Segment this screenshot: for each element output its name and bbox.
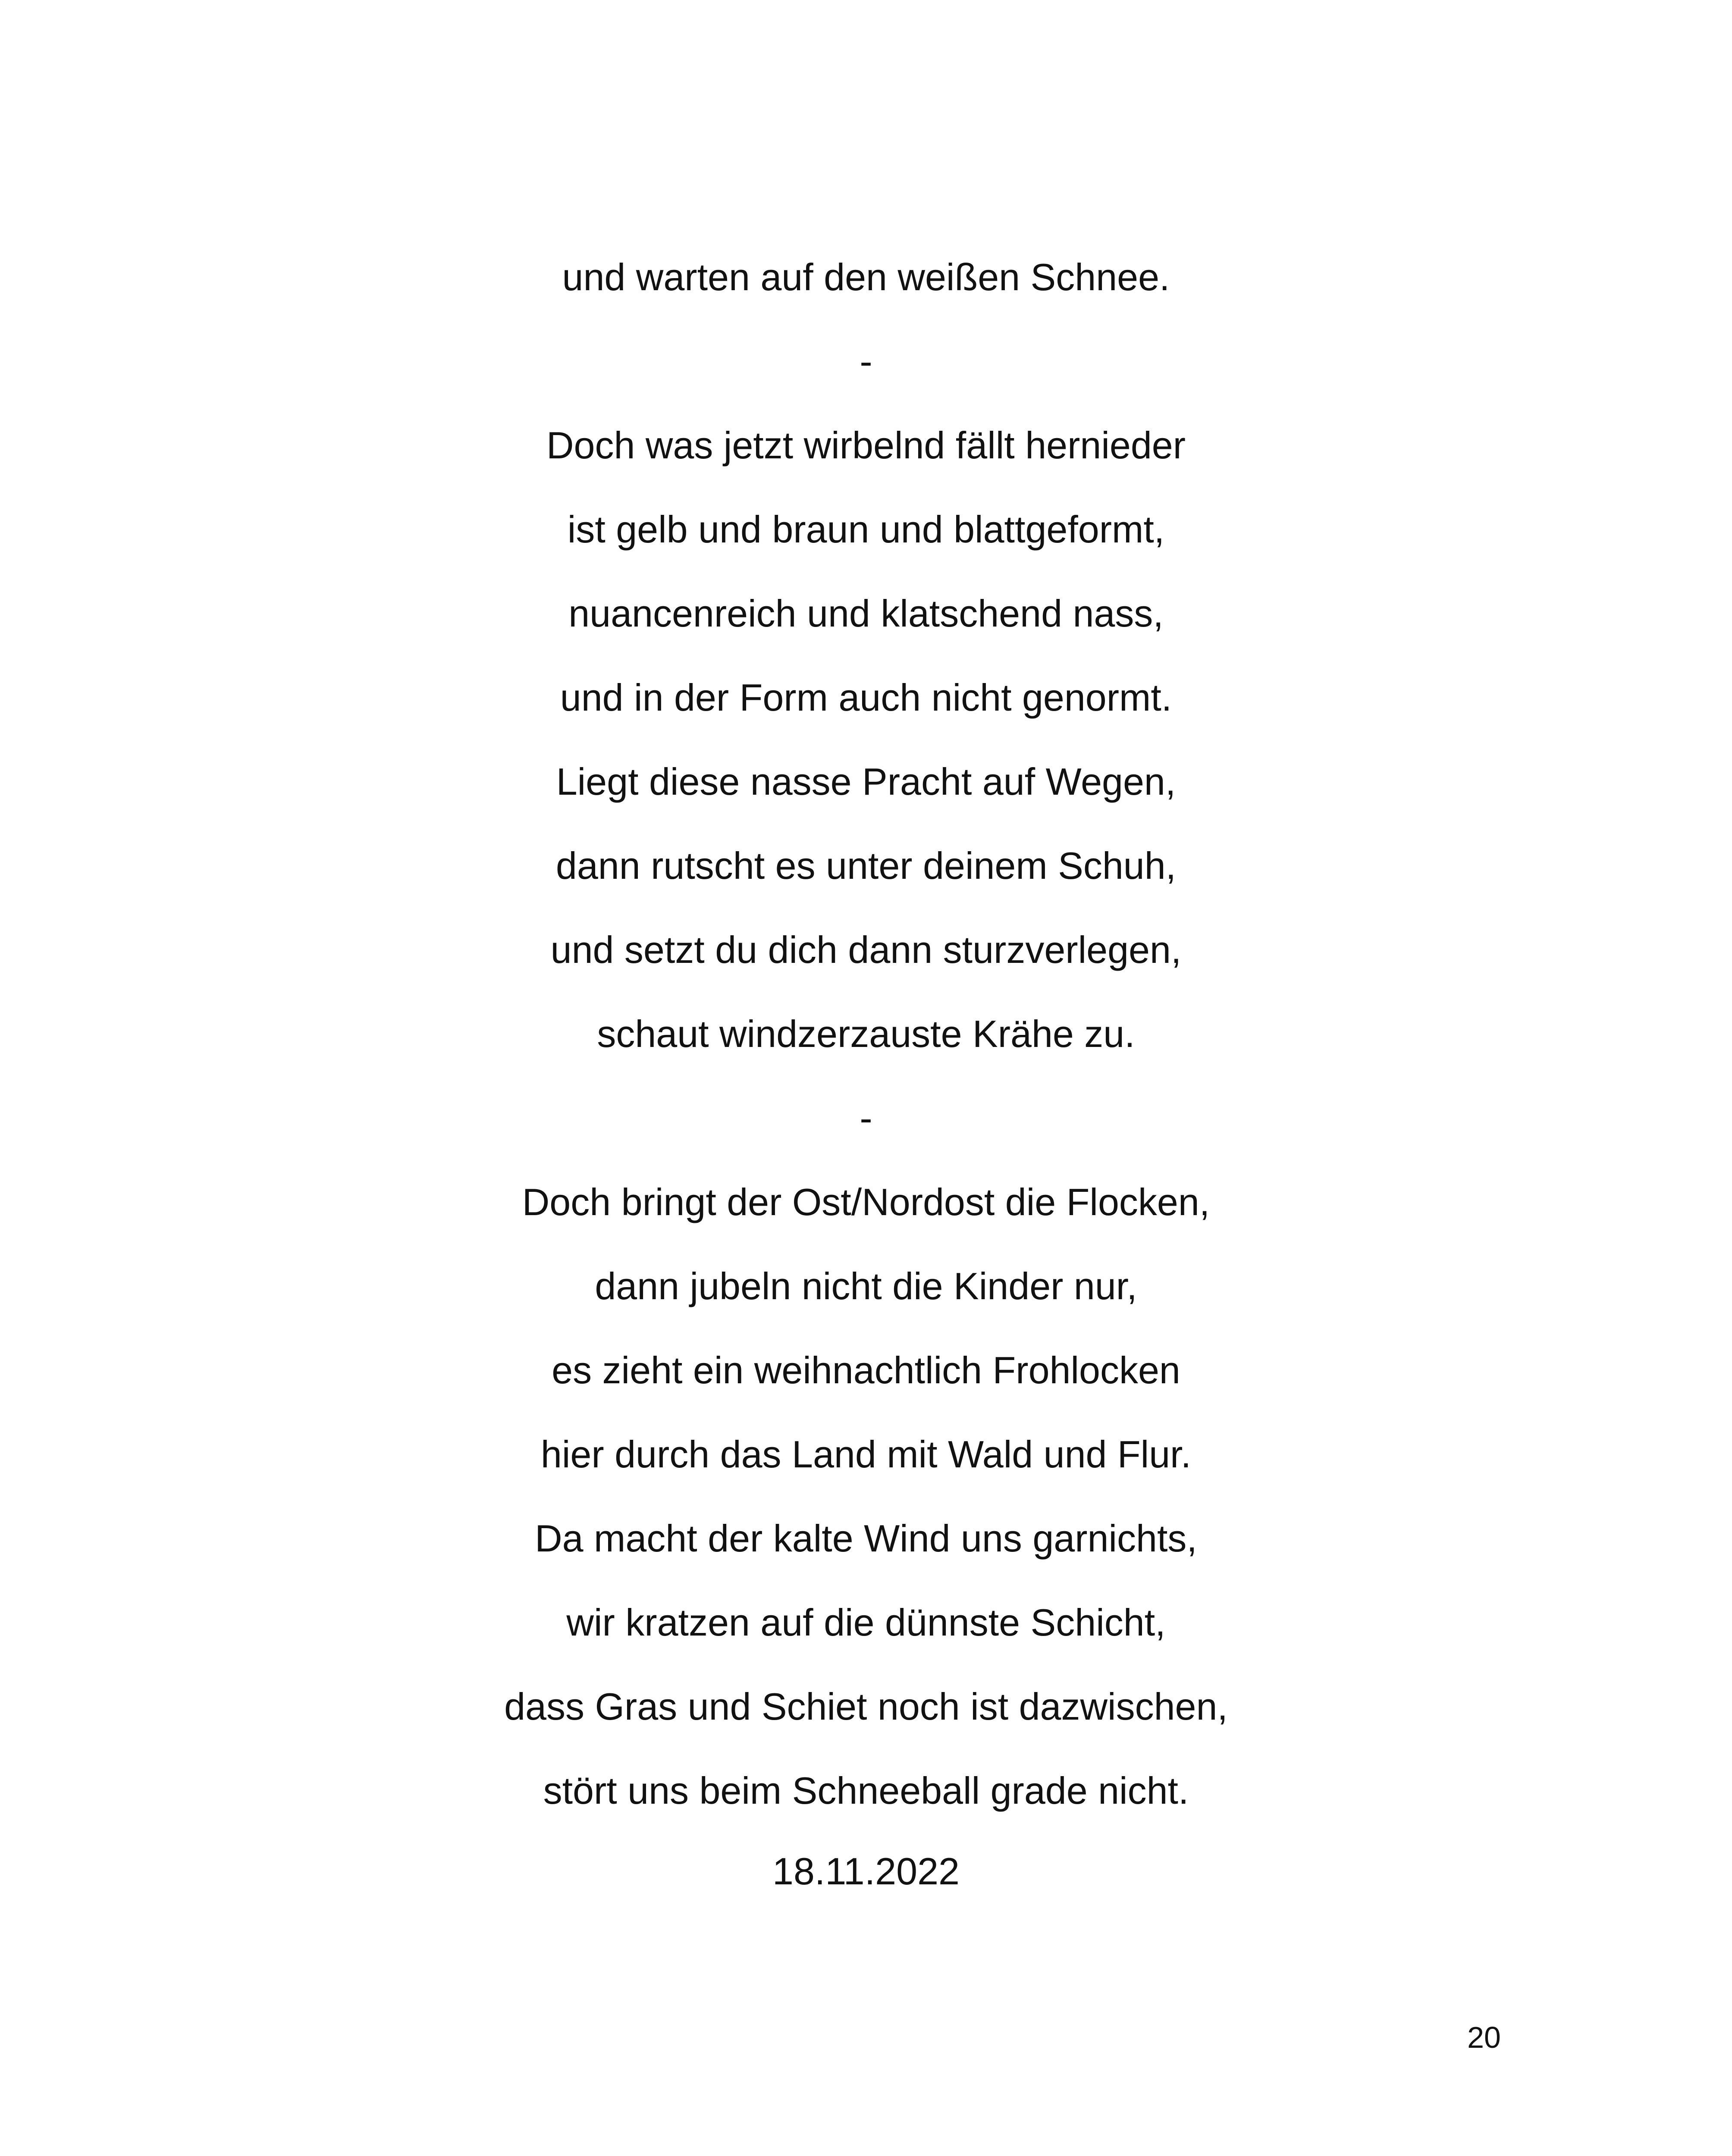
stanza-separator: - xyxy=(860,340,872,382)
poem-line: und in der Form auch nicht genormt. xyxy=(560,676,1172,719)
poem-line: hier durch das Land mit Wald und Flur. xyxy=(540,1433,1192,1476)
poem-line: schaut windzerzauste Krähe zu. xyxy=(597,1012,1135,1055)
poem-line: wir kratzen auf die dünnste Schicht, xyxy=(566,1601,1166,1644)
poem-line: Da macht der kalte Wind uns garnichts, xyxy=(535,1517,1197,1560)
poem-line: Doch bringt der Ost/Nordost die Flocken, xyxy=(522,1181,1210,1223)
page-number: 20 xyxy=(1467,2021,1501,2054)
poem-line: und setzt du dich dann sturzverlegen, xyxy=(550,928,1182,971)
poem-line: es zieht ein weihnachtlich Frohlocken xyxy=(552,1349,1180,1391)
poem-line: stört uns beim Schneeball grade nicht. xyxy=(543,1769,1189,1812)
poem-line: Liegt diese nasse Pracht auf Wegen, xyxy=(556,760,1176,803)
poem-line: dann rutscht es unter deinem Schuh, xyxy=(555,844,1177,887)
poem-line: Doch was jetzt wirbelnd fällt hernieder xyxy=(546,424,1186,467)
poem-body xyxy=(0,235,1732,1833)
poem-line: ist gelb und braun und blattgeformt, xyxy=(567,508,1165,551)
stanza-separator: - xyxy=(860,1097,872,1139)
poem-line: dann jubeln nicht die Kinder nur, xyxy=(595,1265,1137,1307)
poem-line: dass Gras und Schiet noch ist dazwischen, xyxy=(504,1685,1228,1728)
poem-line: nuancenreich und klatschend nass, xyxy=(568,592,1164,635)
poem-line: und warten auf den weißen Schnee. xyxy=(562,256,1170,298)
poem-date: 18.11.2022 xyxy=(772,1850,960,1893)
